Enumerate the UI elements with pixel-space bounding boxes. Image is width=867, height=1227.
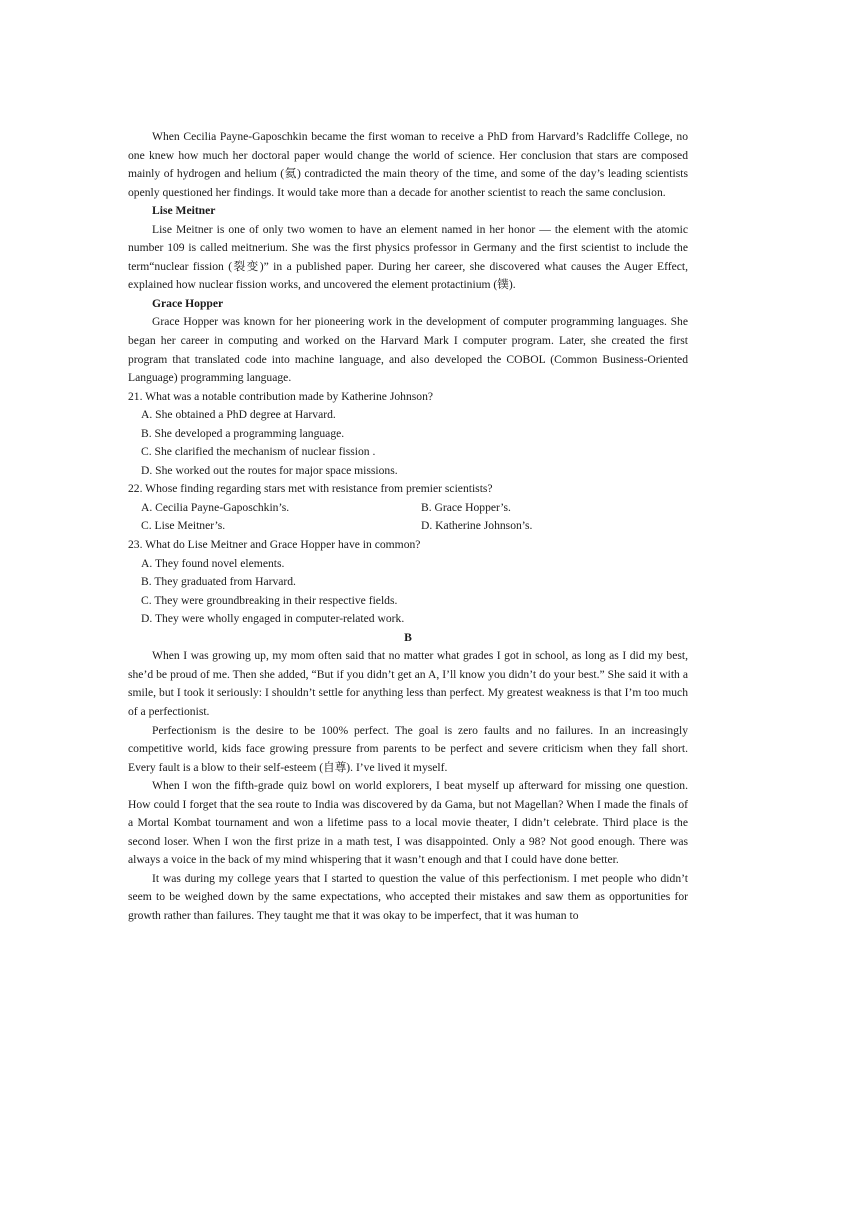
question-21 bbox=[128, 388, 688, 481]
option-c: C. Lise Meitner’s. bbox=[141, 519, 226, 533]
option-a: A. She obtained a PhD degree at Harvard. bbox=[141, 408, 336, 422]
option-b: B. Grace Hopper’s. bbox=[421, 500, 511, 514]
paragraph-b2: Perfectionism is the desire to be 100% perfect. The goal is zero faults and no failures. In an increasingly competitive world, kids face growing pressure from parents to be perfect and severe criticism when they fall short. Every fault is a blow to their self-esteem (自尊). I’ve lived it myself. bbox=[128, 723, 688, 774]
question-stem: 22. Whose finding regarding stars met with resistance from premier scientists? bbox=[128, 482, 493, 496]
paragraph-b3: When I won the fifth-grade quiz bowl on world explorers, I beat myself up afterward for missing one question. How could I forget that the sea route to India was discovered by da Gama, but not Magellan? When I made the finals of a Mortal Kombat tournament and won a lifetime pass to a local movie theater, I didn’t celebrate. Third place is the second loser. When I won the first prize in a math test, I was disappointed. Only a 98? Not good enough. There was always a voice in the back of my mind whispering that it wasn’t enough and that I could have done better. bbox=[128, 779, 688, 867]
option-row bbox=[128, 499, 688, 518]
paragraph-grace-hopper: Grace Hopper was known for her pioneering work in the development of computer programming languages. She began her career in computing and worked on the Harvard Mark I computer program. Later, she created the first program that translated code into machine language, and also developed the COBOL (Common Business-Oriented Language) programming language. bbox=[128, 315, 688, 385]
question-stem: 23. What do Lise Meitner and Grace Hopper have in common? bbox=[128, 538, 421, 552]
option-d: D. They were wholly engaged in computer-related work. bbox=[141, 612, 405, 626]
paragraph-b1: When I was growing up, my mom often said that no matter what grades I got in school, as long as I did my best, she’d be proud of me. Then she added, “But if you didn’t get an A, I’ll know you didn’t do your best.” She said it with a smile, but I took it seriously: I shouldn’t settle for anything less than perfect. My greatest weakness is that I’m too much of a perfectionist. bbox=[128, 649, 688, 718]
heading-grace-hopper: Grace Hopper bbox=[152, 296, 224, 310]
section-heading-b: B bbox=[404, 630, 412, 644]
option-a: A. They found novel elements. bbox=[141, 556, 285, 570]
option-b: B. She developed a programming language. bbox=[141, 426, 345, 440]
question-stem: 21. What was a notable contribution made by Katherine Johnson? bbox=[128, 389, 434, 403]
paragraph-payne-gaposchkin: When Cecilia Payne-Gaposchkin became the first woman to receive a PhD from Harvard’s Radcliffe College, no one knew how much her doctoral paper would change the world of science. Her conclusion that stars are composed mainly of hydrogen and helium (氦) contradicted the main theory of the time, and some of the day’s leading scientists openly questioned her findings. It would take more than a decade for another scientist to reach the same conclusion. bbox=[128, 130, 688, 199]
question-23 bbox=[128, 536, 688, 629]
option-d: D. She worked out the routes for major space missions. bbox=[141, 463, 398, 477]
option-d: D. Katherine Johnson’s. bbox=[421, 519, 533, 533]
option-a: A. Cecilia Payne-Gaposchkin’s. bbox=[141, 500, 290, 514]
page-content bbox=[128, 128, 688, 926]
option-c: C. They were groundbreaking in their respective fields. bbox=[141, 593, 398, 607]
option-c: C. She clarified the mechanism of nuclear fission . bbox=[141, 445, 376, 459]
question-22 bbox=[128, 480, 688, 536]
paragraph-lise-meitner: Lise Meitner is one of only two women to have an element named in her honor — the element with the atomic number 109 is called meitnerium. She was the first physics professor in Germany and the first scientist to include the term“nuclear fission (裂变)” in a published paper. During her career, she discovered what causes the Auger Effect, explained how nuclear fission works, and uncovered the element protactinium (镤). bbox=[128, 222, 688, 292]
option-row bbox=[128, 517, 688, 536]
paragraph-b4: It was during my college years that I started to question the value of this perfectionism. I met people who didn’t seem to be weighed down by the same expectations, who accepted their mistakes and saw them as opportunities for growth rather than failures. They taught me that it was okay to be imperfect, that it was human to bbox=[128, 871, 688, 922]
option-b: B. They graduated from Harvard. bbox=[141, 575, 296, 589]
heading-lise-meitner: Lise Meitner bbox=[152, 204, 216, 218]
